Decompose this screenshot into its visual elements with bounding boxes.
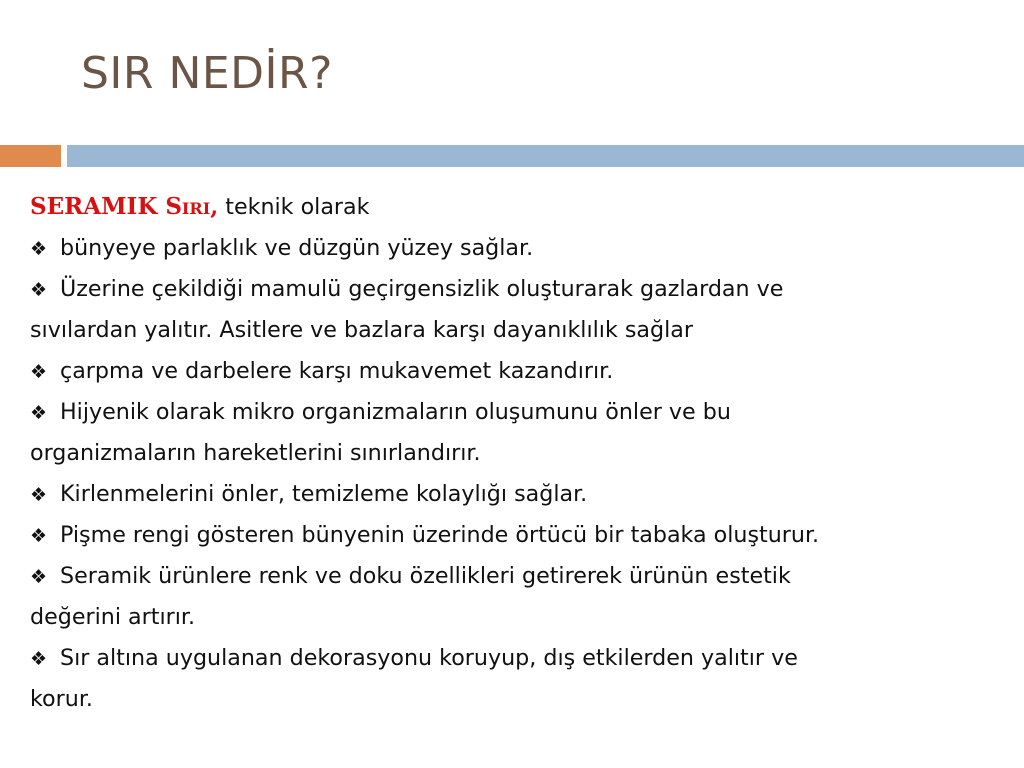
bullet-item [30, 228, 1005, 269]
bullet-item [30, 638, 1005, 720]
bullet-text: Pişme rengi gösteren bünyenin üzerinde örtücü bir tabaka oluşturur. [60, 522, 820, 548]
bullet-text-continued: korur. [30, 686, 93, 712]
bullet-text: Hijyenik olarak mikro organizmaların oluşumunu önler ve bu [60, 399, 731, 425]
diamond-bullet-icon: ❖ [30, 402, 48, 424]
bullet-text-continued: organizmaların hareketlerini sınırlandırır. [30, 440, 481, 466]
slide-body [30, 186, 1005, 720]
accent-bar-orange [0, 145, 61, 167]
bullet-text-continued: sıvılardan yalıtır. Asitlere ve bazlara karşı dayanıklılık sağlar [30, 317, 693, 343]
intro-term: SERAMIK Sırı, [30, 193, 219, 220]
diamond-bullet-icon: ❖ [30, 566, 48, 588]
diamond-bullet-icon: ❖ [30, 525, 48, 547]
intro-line [30, 186, 1005, 228]
bullet-item [30, 515, 1005, 556]
diamond-bullet-icon: ❖ [30, 238, 48, 260]
intro-text: teknik olarak [218, 194, 370, 220]
diamond-bullet-icon: ❖ [30, 279, 48, 301]
slide-title: SIR NEDİR? [81, 48, 333, 99]
diamond-bullet-icon: ❖ [30, 484, 48, 506]
bullet-text: Kirlenmelerini önler, temizleme kolaylığı sağlar. [60, 481, 588, 507]
bullet-text: çarpma ve darbelere karşı mukavemet kazandırır. [60, 358, 614, 384]
bullet-item [30, 556, 1005, 638]
bullet-item [30, 269, 1005, 351]
bullet-item [30, 392, 1005, 474]
accent-bar-blue [67, 145, 1024, 167]
bullet-text: Üzerine çekildiği mamulü geçirgensizlik oluşturarak gazlardan ve [60, 276, 784, 302]
bullet-item [30, 474, 1005, 515]
bullet-text: Sır altına uygulanan dekorasyonu koruyup, dış etkilerden yalıtır ve [60, 645, 798, 671]
bullet-item [30, 351, 1005, 392]
diamond-bullet-icon: ❖ [30, 361, 48, 383]
bullet-text: bünyeye parlaklık ve düzgün yüzey sağlar. [60, 235, 534, 261]
bullet-text: Seramik ürünlere renk ve doku özellikleri getirerek ürünün estetik [60, 563, 791, 589]
bullet-text-continued: değerini artırır. [30, 604, 196, 630]
diamond-bullet-icon: ❖ [30, 648, 48, 670]
